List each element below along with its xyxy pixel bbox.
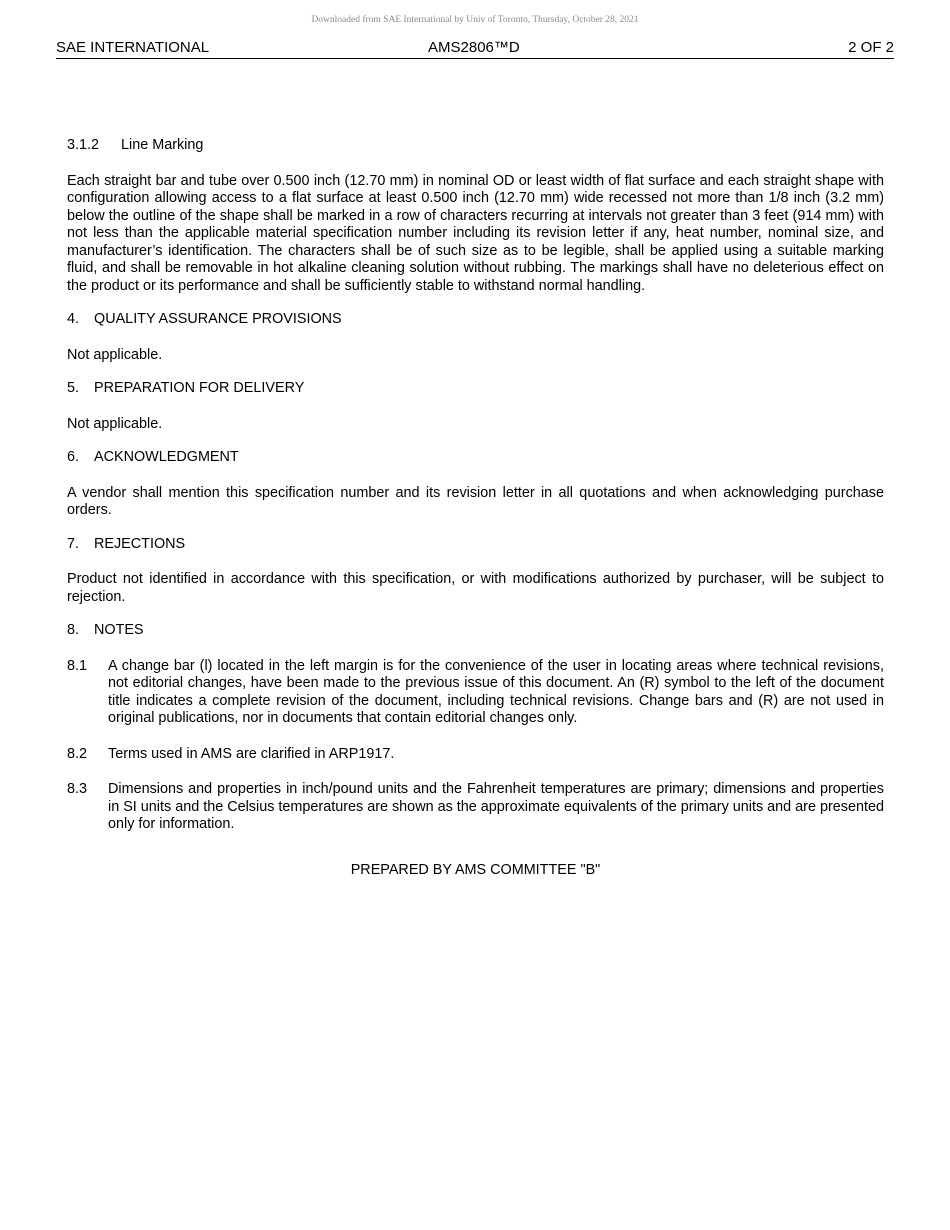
section-body-3-1-2: Each straight bar and tube over 0.500 inch (12.70 mm) in nominal OD or least width of flat surface and each straight shape with configuration allowing access to a flat surface at least 0.500 inch (12.70 mm) wide recessed not more than 1/8 inch (3.2 mm) below the outline of the shape shall be marked in a row of characters recurring at intervals not greater than 3 feet (914 mm) with not less than the applicable material specification number including its revision letter if any, heat number, nominal size, and manufacturer’s identification. The characters shall be of such size as to be legible, shall be applied using a suitable marking fluid, and shall be removable in hot alkaline cleaning solution without rubbing. The markings shall have no deleterious effect on the product or its performance and shall be sufficiently stable to withstand normal handling. <box>67 172 884 294</box>
section-body-4: Not applicable. <box>67 346 163 363</box>
section-body-7: Product not identified in accordance with this specification, or with modifications authorized by purchaser, will be subject to rejection. <box>67 571 884 605</box>
section-number: 4. <box>67 311 80 327</box>
section-heading-6 <box>67 449 884 467</box>
section-title: Line Marking <box>121 137 204 153</box>
section-heading-7 <box>67 536 884 554</box>
note-number: 8.3 <box>67 781 88 797</box>
download-watermark-note: Downloaded from SAE International by Univ of Toronto, Thursday, October 28, 2021 <box>311 15 639 25</box>
note-text: Dimensions and properties in inch/pound units and the Fahrenheit temperatures are primary; dimensions and properties in SI units and the Celsius temperatures are shown as the approximate equivalents of the primary units and are presented only for information. <box>108 781 884 832</box>
note-text: A change bar (l) located in the left margin is for the convenience of the user in locating areas where technical revisions, not editorial changes, have been made to the previous issue of this document. An (R) symbol to the left of the document title indicates a complete revision of the document, including technical revisions. Change bars and (R) are not used in original publications, nor in documents that contain editorial changes only. <box>108 657 884 726</box>
section-number: 3.1.2 <box>67 137 100 153</box>
section-title: PREPARATION FOR DELIVERY <box>94 380 305 396</box>
header-organization: SAE INTERNATIONAL <box>56 39 210 56</box>
section-number: 6. <box>67 449 80 465</box>
section-heading-4 <box>67 311 884 329</box>
page-header <box>56 38 894 59</box>
section-title: NOTES <box>94 622 144 638</box>
prepared-by-line: PREPARED BY AMS COMMITTEE "B" <box>350 861 601 878</box>
note-8-1 <box>67 658 884 728</box>
note-8-2 <box>67 746 884 764</box>
section-number: 5. <box>67 380 80 396</box>
document-body <box>67 137 884 879</box>
note-8-3 <box>67 781 884 834</box>
section-heading-5 <box>67 380 884 398</box>
section-body-6: A vendor shall mention this specification number and its revision letter in all quotations and when acknowledging purchase orders. <box>67 484 884 518</box>
header-document-id: AMS2806™D <box>428 39 520 56</box>
section-heading-3-1-2 <box>67 137 884 155</box>
section-heading-8 <box>67 622 884 640</box>
section-body-5: Not applicable. <box>67 415 163 432</box>
note-number: 8.2 <box>67 745 88 762</box>
section-title: ACKNOWLEDGMENT <box>94 449 239 465</box>
header-page-number: 2 OF 2 <box>848 39 894 56</box>
section-number: 8. <box>67 622 80 638</box>
section-number: 7. <box>67 535 80 552</box>
note-text: Terms used in AMS are clarified in ARP1917. <box>108 745 395 762</box>
note-number: 8.1 <box>67 657 88 674</box>
section-title: REJECTIONS <box>94 535 186 552</box>
section-title: QUALITY ASSURANCE PROVISIONS <box>94 311 342 327</box>
